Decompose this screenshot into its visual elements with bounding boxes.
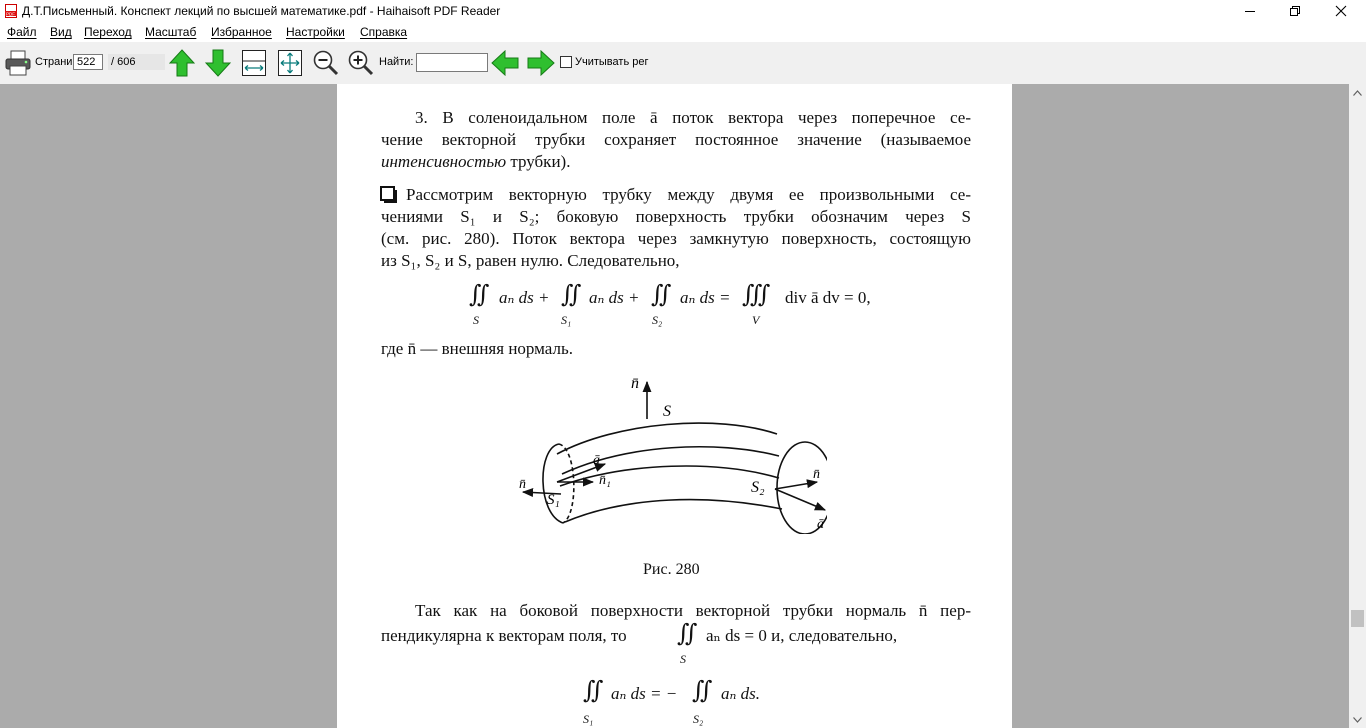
svg-text:PDF: PDF bbox=[6, 11, 15, 17]
document-viewport[interactable] bbox=[0, 84, 1349, 728]
menu-help[interactable]: Справка bbox=[360, 25, 408, 39]
page-number-input[interactable]: 522 bbox=[73, 54, 103, 70]
page-total: / 606 bbox=[108, 54, 165, 70]
pdf-page: 3. В соленоидальном поле ā поток вектора через поперечное се- чение векторной трубки сохраняет постоянное значение (называемое интенсивностью трубки). Рассмотрим векторную трубку между двумя ее произвольными се- чениями S₁ и S₂; боковую поверхность трубки обозначим через S (см. рис. 280). Поток вектора через замкнутую поверхность, состоящую из S₁, S₂ и S, равен нулю. Следовательно, ∬ aₙ ds + ∬ aₙ ds + ∬ aₙ ds = ∭ div ā dv = 0, S S₁ S₂ V где n̄ — внешняя нормаль. n̄ S ā n̄ n̄₁ S₁ S₂ n̄ ā Рис. 280 Так как на боковой поверхности векторной трубки нормаль n̄ пер- пендикулярна к векторам поля, то ∬ S aₙ ds = 0 и, следовательно, ∬ aₙ ds = − ∬ aₙ ds. S₁ S₂ bbox=[337, 84, 1012, 728]
match-case-checkbox[interactable] bbox=[560, 56, 572, 68]
find-input[interactable] bbox=[416, 53, 488, 72]
eq-subscript: S bbox=[680, 652, 686, 666]
next-page-button[interactable] bbox=[203, 48, 233, 78]
chevron-down-icon bbox=[1353, 717, 1362, 723]
title-bar bbox=[0, 0, 1366, 22]
figure-label: S bbox=[663, 403, 671, 420]
close-button[interactable] bbox=[1318, 0, 1364, 22]
figure-label: n̄ bbox=[519, 477, 526, 492]
arrow-down-icon bbox=[205, 49, 231, 77]
figure-caption: Рис. 280 bbox=[643, 561, 700, 578]
scroll-up-button[interactable] bbox=[1349, 84, 1366, 101]
text-line: чение векторной трубки сохраняет постоянное значение (называемое bbox=[381, 130, 971, 149]
minimize-button[interactable] bbox=[1227, 0, 1273, 22]
match-case-label: Учитывать рег bbox=[575, 56, 649, 68]
figure-label: n̄ bbox=[813, 467, 820, 482]
proof-start-icon bbox=[380, 186, 398, 204]
arrow-left-icon bbox=[491, 50, 519, 76]
page-label: Страни bbox=[35, 56, 73, 68]
eq-term: aₙ ds + bbox=[499, 288, 550, 307]
zoom-in-icon bbox=[347, 49, 375, 77]
text-line bbox=[381, 152, 570, 172]
text-line: где n̄ — внешняя нормаль. bbox=[381, 339, 573, 358]
eq-term: aₙ ds = bbox=[680, 288, 731, 307]
text-line: пендикулярна к векторам поля, то bbox=[381, 626, 627, 645]
eq-term: aₙ ds. bbox=[721, 684, 761, 703]
figure-label: ā bbox=[817, 517, 824, 532]
find-next-button[interactable] bbox=[526, 48, 556, 78]
eq-subscript: S₂ bbox=[693, 712, 704, 726]
figure-label: n̄₁ bbox=[599, 473, 611, 488]
restore-icon bbox=[1289, 5, 1301, 17]
text-line: Рассмотрим векторную трубку между двумя ее произвольными се- bbox=[406, 185, 971, 204]
close-icon bbox=[1335, 5, 1347, 17]
menu-favorites[interactable]: Избранное bbox=[211, 25, 272, 39]
text-line: чениями S₁ и S₂; боковую поверхность трубки обозначим через S bbox=[381, 207, 971, 226]
fit-page-icon bbox=[277, 49, 303, 77]
figure-label: S₁ bbox=[547, 492, 560, 508]
find-label: Найти: bbox=[379, 56, 414, 68]
print-button[interactable] bbox=[3, 48, 33, 78]
eq-subscript: V bbox=[752, 313, 760, 327]
eq-term: aₙ ds = − bbox=[611, 684, 678, 703]
eq-subscript: S₂ bbox=[652, 313, 663, 327]
restore-button[interactable] bbox=[1272, 0, 1318, 22]
pdf-app-icon bbox=[5, 4, 17, 18]
menu-file[interactable]: Файл bbox=[7, 25, 37, 39]
eq-subscript: S₁ bbox=[561, 313, 572, 327]
chevron-up-icon bbox=[1353, 90, 1362, 96]
fit-width-icon bbox=[241, 49, 267, 77]
zoom-in-button[interactable] bbox=[346, 48, 376, 78]
minimize-icon bbox=[1244, 5, 1256, 17]
vector-tube-figure bbox=[517, 374, 827, 534]
text-line: Так как на боковой поверхности векторной трубки нормаль n̄ пер- bbox=[415, 601, 971, 620]
menu-settings[interactable]: Настройки bbox=[286, 25, 345, 39]
zoom-out-icon bbox=[312, 49, 340, 77]
eq-subscript: S bbox=[473, 313, 479, 327]
text-line: aₙ ds = 0 и, следовательно, bbox=[706, 626, 898, 645]
vertical-scrollbar[interactable] bbox=[1349, 84, 1366, 728]
window-title: Д.Т.Письменный. Конспект лекций по высшей математике.pdf - Haihaisoft PDF Reader bbox=[22, 4, 501, 18]
text-line: (см. рис. 280). Поток вектора через замкнутую поверхность, состоящую bbox=[381, 229, 971, 248]
fit-page-button[interactable] bbox=[275, 48, 305, 78]
menu-go[interactable]: Переход bbox=[84, 25, 132, 39]
menu-zoom[interactable]: Масштаб bbox=[145, 25, 197, 39]
text-fragment: трубки). bbox=[510, 152, 571, 171]
zoom-out-button[interactable] bbox=[311, 48, 341, 78]
text-line: из S₁, S₂ и S, равен нулю. Следовательно, bbox=[381, 251, 680, 270]
previous-page-button[interactable] bbox=[167, 48, 197, 78]
eq-term: aₙ ds + bbox=[589, 288, 640, 307]
arrow-up-icon bbox=[169, 49, 195, 77]
text-line: 3. В соленоидальном поле ā поток вектора через поперечное се- bbox=[415, 108, 971, 127]
figure-label: n̄ bbox=[631, 375, 639, 392]
printer-icon bbox=[4, 50, 32, 76]
menu-view[interactable]: Вид bbox=[50, 25, 72, 39]
italic-term: интенсивностью bbox=[381, 152, 507, 171]
arrow-right-icon bbox=[527, 50, 555, 76]
scroll-down-button[interactable] bbox=[1349, 711, 1366, 728]
fit-width-button[interactable] bbox=[239, 48, 269, 78]
find-previous-button[interactable] bbox=[490, 48, 520, 78]
menu-bar bbox=[0, 22, 1366, 42]
figure-label: ā bbox=[593, 453, 600, 468]
scroll-thumb[interactable] bbox=[1351, 610, 1364, 627]
toolbar bbox=[0, 42, 1366, 85]
eq-subscript: S₁ bbox=[583, 712, 594, 726]
eq-term: div ā dv = 0, bbox=[785, 288, 871, 307]
figure-label: S₂ bbox=[751, 479, 765, 496]
